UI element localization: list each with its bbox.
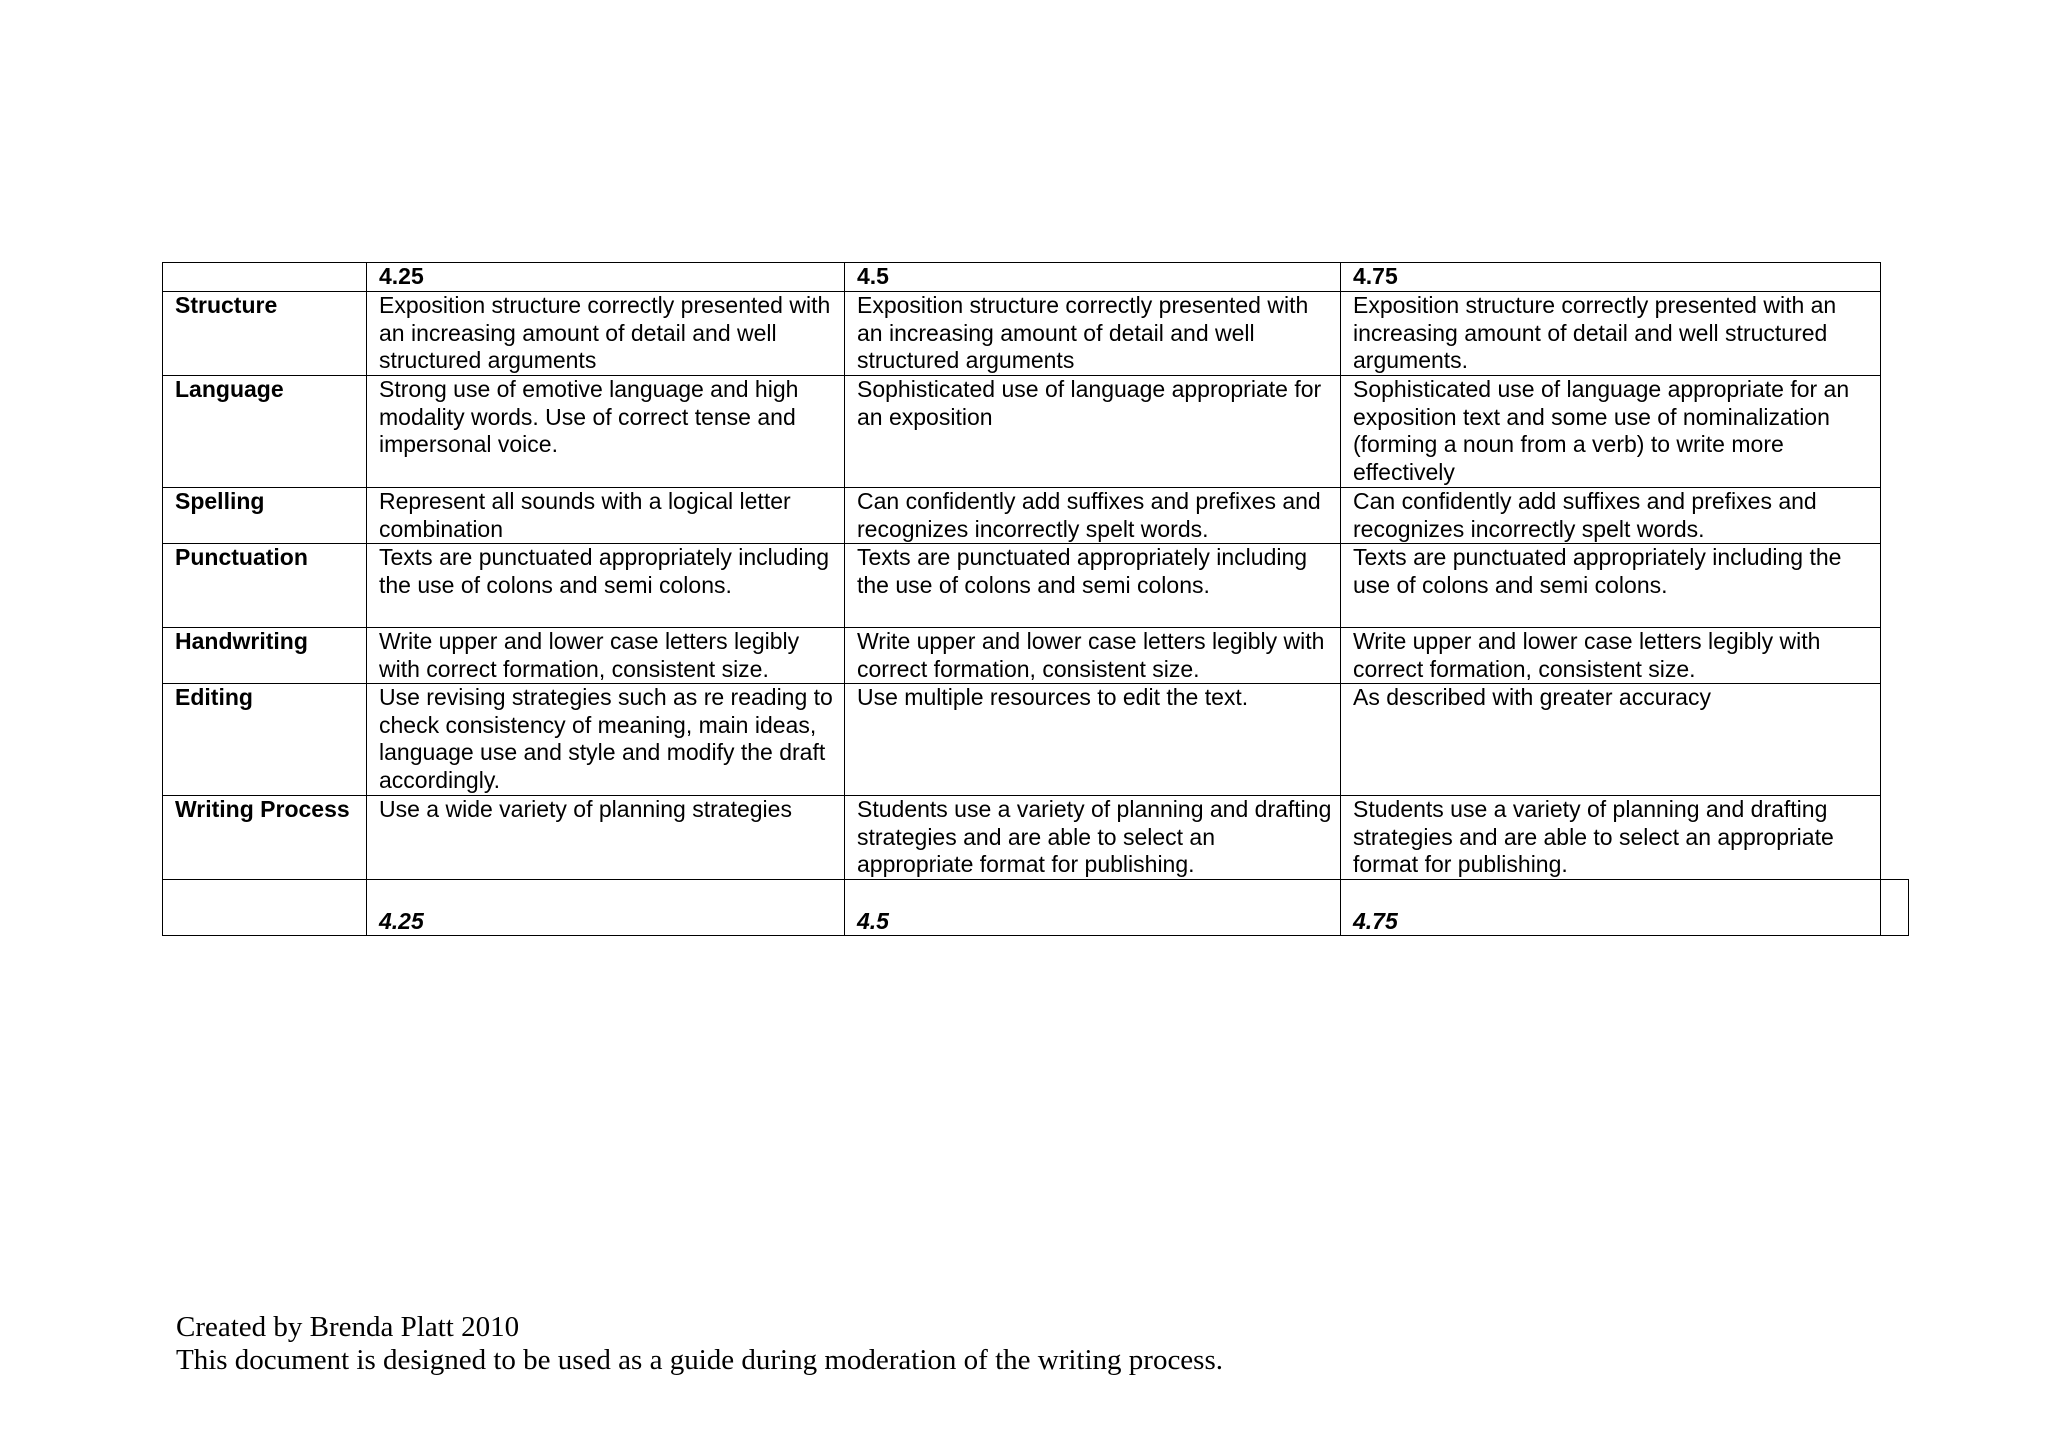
table-row — [163, 488, 1909, 544]
blank-cell — [1881, 544, 1909, 628]
table-cell: Use revising strategies such as re reading to check consistency of meaning, main ideas, language use and style and modify the draft accordingly. — [367, 684, 845, 796]
header-cell-4-75: 4.75 — [1341, 263, 1881, 292]
document-footer-note — [176, 1311, 1223, 1377]
table-row — [163, 376, 1909, 488]
table-cell: Use a wide variety of planning strategies — [367, 796, 845, 880]
header-cell-4-5: 4.5 — [845, 263, 1341, 292]
footer-cell-4-75: 4.75 — [1341, 880, 1881, 936]
row-label-structure: Structure — [163, 292, 367, 376]
table-row — [163, 684, 1909, 796]
header-row — [163, 263, 1909, 292]
header-cell-empty — [163, 263, 367, 292]
table-cell: Sophisticated use of language appropriate for an exposition text and some use of nominalization (forming a noun from a verb) to write more effectively — [1341, 376, 1881, 488]
table-cell: Texts are punctuated appropriately including the use of colons and semi colons. — [367, 544, 845, 628]
table-cell: Use multiple resources to edit the text. — [845, 684, 1341, 796]
table-cell: As described with greater accuracy — [1341, 684, 1881, 796]
author-credit: Created by Brenda Platt 2010 — [176, 1311, 520, 1343]
table-row — [163, 292, 1909, 376]
table-cell: Write upper and lower case letters legibly with correct formation, consistent size. — [845, 628, 1341, 684]
row-label-handwriting: Handwriting — [163, 628, 367, 684]
footer-cell-4-25: 4.25 — [367, 880, 845, 936]
header-cell-4-25: 4.25 — [367, 263, 845, 292]
rubric-table — [162, 262, 1909, 936]
table-cell: Students use a variety of planning and drafting strategies and are able to select an appropriate format for publishing. — [1341, 796, 1881, 880]
row-label-language: Language — [163, 376, 367, 488]
table-cell: Exposition structure correctly presented with an increasing amount of detail and well structured arguments — [367, 292, 845, 376]
table-cell: Texts are punctuated appropriately including the use of colons and semi colons. — [1341, 544, 1881, 628]
usage-note: This document is designed to be used as a guide during moderation of the writing process. — [176, 1344, 1224, 1376]
table-cell: Strong use of emotive language and high modality words. Use of correct tense and impersonal voice. — [367, 376, 845, 488]
footer-cell-4-5: 4.5 — [845, 880, 1341, 936]
table-cell: Represent all sounds with a logical letter combination — [367, 488, 845, 544]
table-cell: Texts are punctuated appropriately including the use of colons and semi colons. — [845, 544, 1341, 628]
footer-cell-empty — [163, 880, 367, 936]
blank-cell — [1881, 292, 1909, 376]
row-label-writing-process: Writing Process — [163, 796, 367, 880]
table-row — [163, 796, 1909, 880]
footer-row — [163, 880, 1909, 936]
table-cell: Write upper and lower case letters legibly with correct formation, consistent size. — [367, 628, 845, 684]
row-label-spelling: Spelling — [163, 488, 367, 544]
blank-cell — [1881, 684, 1909, 796]
table-row — [163, 544, 1909, 628]
table-row — [163, 628, 1909, 684]
row-label-punctuation: Punctuation — [163, 544, 367, 628]
table-cell: Exposition structure correctly presented with an increasing amount of detail and well structured arguments — [845, 292, 1341, 376]
table-cell: Exposition structure correctly presented with an increasing amount of detail and well structured arguments. — [1341, 292, 1881, 376]
blank-cell — [1881, 488, 1909, 544]
footer-extra-cell — [1881, 880, 1909, 936]
table-cell: Sophisticated use of language appropriate for an exposition — [845, 376, 1341, 488]
table-cell: Can confidently add suffixes and prefixes and recognizes incorrectly spelt words. — [1341, 488, 1881, 544]
table-cell: Students use a variety of planning and drafting strategies and are able to select an appropriate format for publishing. — [845, 796, 1341, 880]
blank-cell — [1881, 796, 1909, 880]
row-label-editing: Editing — [163, 684, 367, 796]
table-cell: Can confidently add suffixes and prefixes and recognizes incorrectly spelt words. — [845, 488, 1341, 544]
blank-cell — [1881, 376, 1909, 488]
blank-cell — [1881, 628, 1909, 684]
blank-cell — [1881, 263, 1909, 292]
table-cell: Write upper and lower case letters legibly with correct formation, consistent size. — [1341, 628, 1881, 684]
